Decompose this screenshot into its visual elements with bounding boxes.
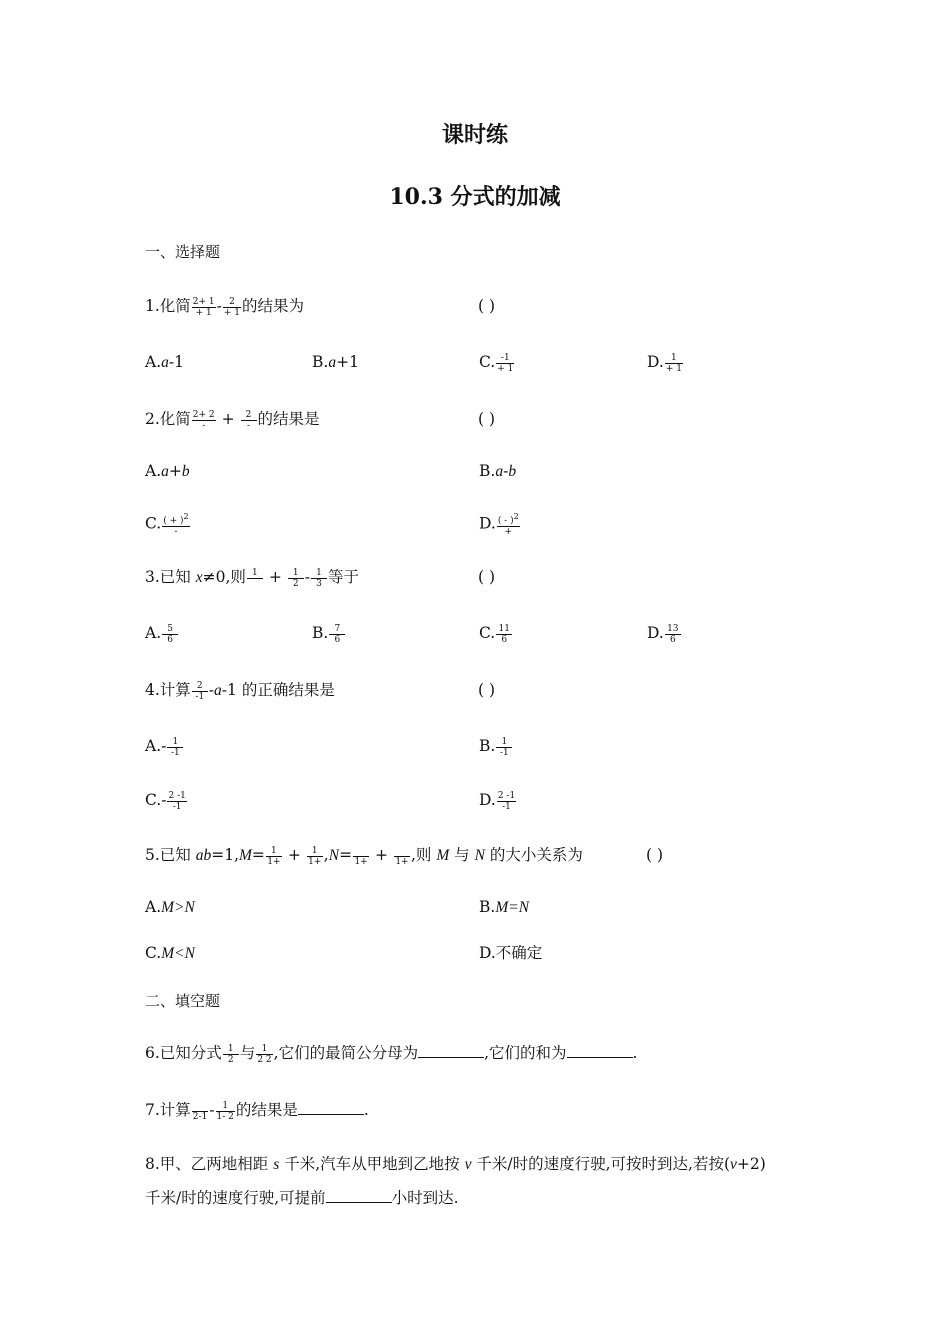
fraction: $\frac{1}{+ 1}$ (665, 352, 682, 374)
q2-option-a: A.a+b (145, 462, 190, 480)
section-fill-in: 二、填空题 (145, 992, 221, 1010)
fraction: 1 (247, 568, 263, 589)
q3-option-c: C. $\frac{11}{6}$ (479, 623, 513, 645)
answer-bracket: ( ) (478, 410, 496, 428)
fraction: $\frac{2+ 2}{-}$ (192, 409, 215, 431)
fraction: $\frac{2}{+ 1}$ (223, 296, 241, 318)
fraction: 1+ (394, 846, 410, 867)
fraction: $\frac{1}{-1}$ (496, 737, 512, 758)
fraction: $\frac{1}{1- 2}$ (216, 1100, 234, 1122)
q5-option-b: B.M=N (479, 898, 530, 916)
question-7: 7.计算 2-1 - $\frac{1}{1- 2}$ 的结果是 . (145, 1100, 369, 1122)
fraction: $\frac{11}{6}$ (496, 624, 512, 645)
fraction: $\frac{1}{2}$ (288, 568, 304, 589)
q2-option-b: B.a-b (479, 462, 517, 480)
fraction: $\frac{1}{2}$ (223, 1044, 239, 1065)
question-5: 5.已知 ab=1,M= $\frac{1}{1+}$ + $\frac{1}{1+}$ ,N= 1+ + 1+ ,则 M 与 N 的大小关系为 (145, 845, 583, 867)
question-2: 2.化简 $\frac{2+ 2}{-}$ + $\frac{2}{-}$ 的结果是 (145, 409, 320, 431)
fraction: $\frac{7}{6}$ (329, 624, 345, 645)
answer-bracket: ( ) (646, 846, 664, 864)
answer-blank[interactable] (298, 1100, 364, 1115)
fraction: 2-1 (192, 1101, 209, 1122)
q4-option-a: A.- $\frac{1}{-1}$ (145, 736, 184, 758)
answer-blank[interactable] (418, 1043, 484, 1058)
fraction: 1+ (353, 846, 369, 867)
fraction: $\frac{1}{-1}$ (167, 737, 183, 758)
answer-blank[interactable] (567, 1043, 633, 1058)
q5-option-a: A.M>N (145, 898, 195, 916)
fraction: $\frac{2}{-}$ (241, 410, 257, 431)
q4-option-d: D. $\frac{2 -1}{-1}$ (479, 790, 516, 812)
q1-option-a: A.a-1 (145, 353, 184, 371)
answer-bracket: ( ) (478, 568, 496, 586)
q3-option-a: A. $\frac{5}{6}$ (145, 623, 179, 645)
fraction: $\frac{2 -1}{-1}$ (497, 790, 516, 812)
question-8-line-2: 千米/时的速度行驶,可提前 小时到达. (145, 1189, 459, 1207)
fraction: $\frac{1}{1+}$ (308, 845, 322, 867)
lesson-title: 10.3 分式的加减 (389, 184, 561, 210)
fraction: $\frac{1}{2 2}$ (257, 1043, 272, 1065)
page-title: 课时练 (441, 122, 508, 148)
question-8-line-1: 8.甲、乙两地相距 s 千米,汽车从甲地到乙地按 v 千米/时的速度行驶,可按时到达,若按(v+2) (145, 1155, 766, 1173)
q2-option-c: C. $\frac{( + )^2}{-}$ (145, 512, 189, 537)
fraction: $\frac{1}{3}$ (311, 568, 327, 589)
question-3: 3.已知 x≠0,则 1 + $\frac{1}{2}$ - $\frac{1}{3}$ 等于 (145, 567, 360, 589)
question-1: 1.化简 $\frac{2+ 1}{+ 1}$ - $\frac{2}{+ 1}$ 的结果为 (145, 296, 305, 318)
fraction: $\frac{2 -1}{-1}$ (168, 790, 186, 812)
q5-option-c: C.M<N (145, 944, 195, 962)
answer-blank[interactable] (326, 1188, 392, 1203)
question-6: 6.已知分式 $\frac{1}{2}$ 与 $\frac{1}{2 2}$ ,它们的最简公分母为 ,它们的和为 . (145, 1043, 638, 1065)
fraction: $\frac{2}{-1}$ (192, 681, 208, 702)
fraction: $\frac{5}{6}$ (162, 624, 178, 645)
question-4: 4.计算 $\frac{2}{-1}$ -a-1 的正确结果是 (145, 680, 335, 702)
fraction: $\frac{2+ 1}{+ 1}$ (192, 296, 215, 318)
fraction: $\frac{( - )^2}{+}$ (497, 512, 519, 537)
q3-option-d: D. $\frac{13}{6}$ (647, 623, 682, 645)
q2-option-d: D. $\frac{( - )^2}{+}$ (479, 512, 519, 537)
answer-bracket: ( ) (478, 297, 496, 315)
fraction: $\frac{-1}{+ 1}$ (497, 352, 514, 374)
q3-option-b: B. $\frac{7}{6}$ (312, 623, 346, 645)
q1-option-d: D. $\frac{1}{+ 1}$ (647, 352, 682, 374)
q1-option-c: C. $\frac{-1}{+ 1}$ (479, 352, 514, 374)
q4-option-c: C.- $\frac{2 -1}{-1}$ (145, 790, 186, 812)
fraction: $\frac{1}{1+}$ (267, 845, 281, 867)
q1-option-b: B.a+1 (312, 353, 359, 371)
section-choice: 一、选择题 (145, 243, 221, 261)
q4-option-b: B. $\frac{1}{-1}$ (479, 736, 513, 758)
fraction: $\frac{( + )^2}{-}$ (163, 512, 189, 537)
fraction: $\frac{13}{6}$ (665, 624, 681, 645)
answer-bracket: ( ) (478, 681, 496, 699)
q5-option-d: D.不确定 (479, 944, 543, 962)
